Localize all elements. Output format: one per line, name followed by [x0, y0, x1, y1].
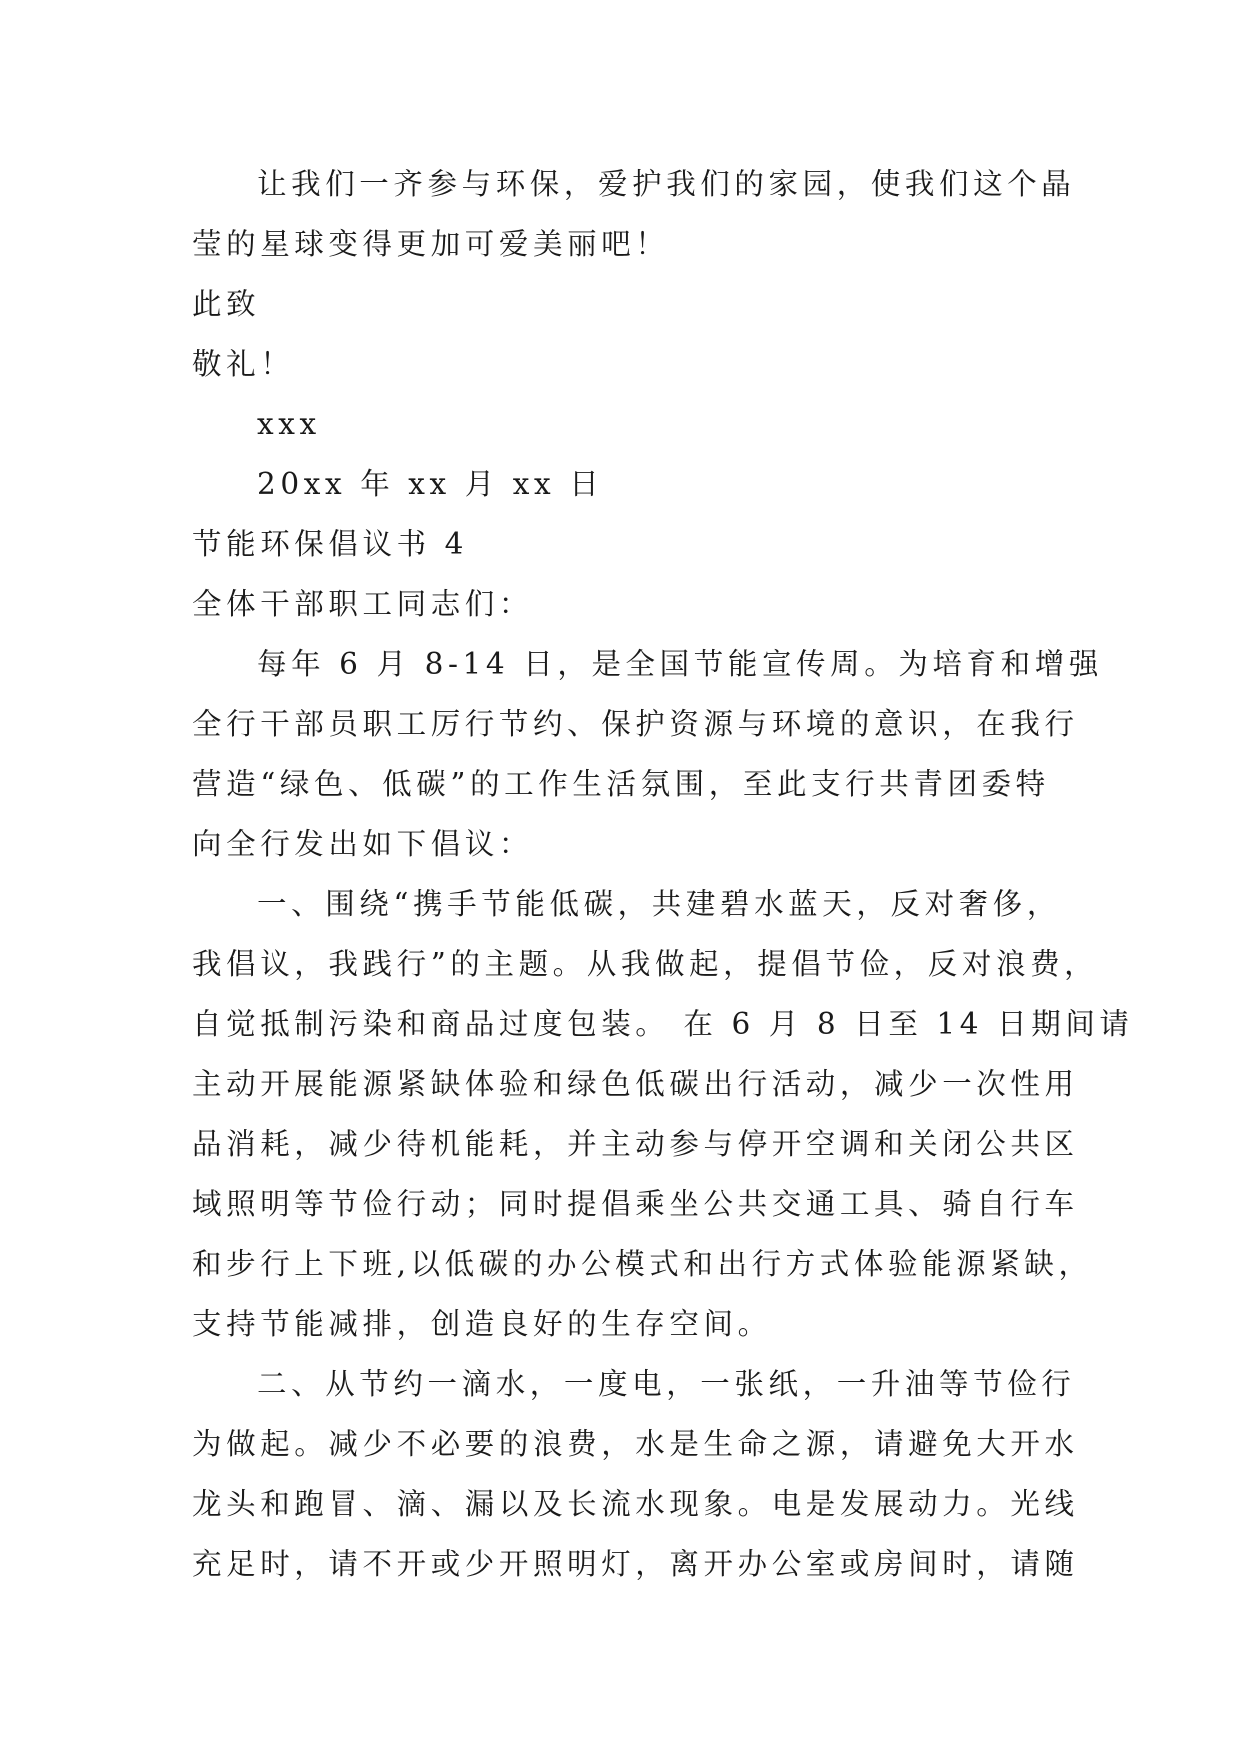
text-line: 和步行上下班,以低碳的办公模式和出行方式体验能源紧缺，: [192, 1247, 1093, 1281]
text-line: 营造“绿色、低碳”的工作生活氛围，至此支行共青团委特: [192, 767, 1050, 801]
text-line: 支持节能减排，创造良好的生存空间。: [192, 1307, 772, 1341]
document-body: [192, 154, 1134, 1594]
text-line: 充足时，请不开或少开照明灯，离开办公室或房间时，请随: [192, 1547, 1079, 1581]
section-title: 节能环保倡议书 4: [192, 527, 469, 561]
text-line: 全行干部员职工厉行节约、保护资源与环境的意识，在我行: [192, 707, 1079, 741]
text-line: 让我们一齐参与环保，爱护我们的家园，使我们这个晶: [257, 167, 1076, 201]
proposal-two-paragraph: [192, 1354, 1079, 1594]
text-line: 自觉抵制污染和商品过度包装。 在 6 月 8 日至 14 日期间请: [192, 1007, 1134, 1041]
text-line: 向全行发出如下倡议：: [192, 827, 534, 861]
signature-date: 20xx 年 xx 月 xx 日: [257, 467, 604, 501]
proposal-one-paragraph: [192, 874, 1134, 1354]
text-line: 龙头和跑冒、滴、漏以及长流水现象。电是发展动力。光线: [192, 1487, 1079, 1521]
addressee: 全体干部职工同志们：: [192, 587, 534, 621]
salutation-line: 此致: [192, 287, 261, 321]
text-line: 二、从节约一滴水，一度电，一张纸，一升油等节俭行: [257, 1367, 1076, 1401]
text-line: 一、围绕“携手节能低碳，共建碧水蓝天，反对奢侈，: [257, 887, 1061, 921]
text-line: 品消耗，减少待机能耗，并主动参与停开空调和关闭公共区: [192, 1127, 1079, 1161]
text-line: 莹的星球变得更加可爱美丽吧！: [192, 227, 670, 261]
intro-paragraph: [192, 634, 1103, 874]
salutation-line: 敬礼！: [192, 347, 295, 381]
text-line: 主动开展能源紧缺体验和绿色低碳出行活动，减少一次性用: [192, 1067, 1079, 1101]
text-line: 每年 6 月 8-14 日，是全国节能宣传周。为培育和增强: [257, 647, 1103, 681]
signature-name: xxx: [257, 407, 321, 441]
text-line: 域照明等节俭行动；同时提倡乘坐公共交通工具、骑自行车: [192, 1187, 1079, 1221]
text-line: 我倡议，我践行”的主题。从我做起，提倡节俭，反对浪费，: [192, 947, 1099, 981]
text-line: 为做起。减少不必要的浪费，水是生命之源，请避免大开水: [192, 1427, 1079, 1461]
closing-paragraph: [192, 154, 1076, 274]
